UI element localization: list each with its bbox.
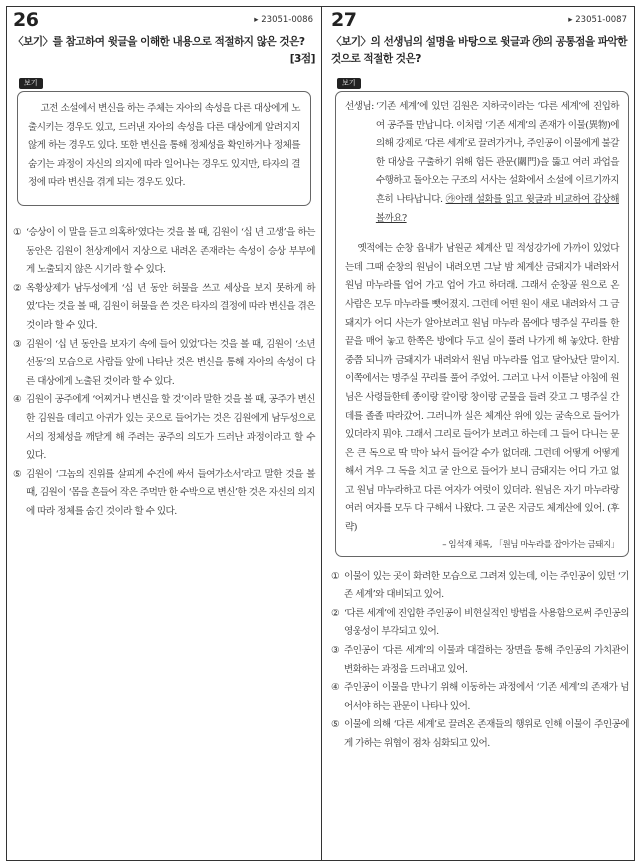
question-code: ▸ 23051-0087	[568, 15, 627, 25]
option-2[interactable]: ② 옥황상제가 남두성에게 ‘십 년 동안 허물을 쓰고 세상을 보지 못하게 하였’다는 것을 볼 때, 김원이 허물을 쓴 것은 타자의 결정에 따라 변신을 겪은 것이라 할 수 있다.	[13, 282, 315, 331]
points-label: [3점]	[289, 53, 315, 65]
teacher-text: ‘기존 세계’에 있던 김원은 지하국이라는 ‘다른 세계’에 진입하여 공주를 만납니다. 이처럼 ‘기존 세계’의 존재가 이물(異物)에 의해 강제로 ‘다른 세계’로 끌려가거나, 주인공이 이물에게 불갈한 대상을 구출하기 위해 험든 관문(關門)을 뚫고 여러 과업을 수행하고 돌아오는 구조의 서사는 설화에서 소설에 이르기까지 흔히 나타납니다.	[375, 101, 619, 205]
column-divider	[321, 7, 322, 860]
question-text: 〈보기〉를 참고하여 윗글을 이해한 내용으로 적절하지 않은 것은?	[13, 36, 305, 48]
bogi-text: 고전 소설에서 변신을 하는 주체는 자아의 속성을 다른 대상에게 노출시키는 경우도 있고, 드러낸 자아의 속성을 다른 대상에게 알려지지 않게 하는 경우도 있다. 또한 변신을 통해 정체성을 확인하거나 정체를 숨기는 과정이 자신의 의지에 따라 일어나는 경우도 있지만, 타자의 결정에 따라 변신을 겪게 되는 경우도 있다.	[28, 103, 300, 189]
options-list	[331, 568, 629, 754]
folk-tale-text: 옛적에는 순창 읍내가 남원군 체계산 밑 적성강가에 가까이 있었다는데 그때 순창의 원님이 내려오면 그날 밤 체계산 금돼지가 내려와서 원님 마누라를 업어 가고 업어 가고 하더래. 그래서 순창골 원으로 온 사람은 모두 마누라를 뺏어졌지. 그런데 어떤 원이 새로 내려와서 그 금돼지가 어디 사는가 알아보려고 원님 마누라 몸에다 명주실 꾸리를 한끝을 매어 놓고 한쪽은 방에다 두고 실이 풀려 나가게 해 놓았다. 한밤중쯤 되니까 금돼지가 내려와서 원님 마누라를 업고 달아났단 말이지. 이쪽에서는 명주실 꾸리를 풀어 주었어. 그러고 나서 이튿날 아침에 원님은 사령들한테 종이랑 칼이랑 창이랑 군물을 들려 갖고 그 명주실 간 데를 졸졸 따라갔어. 그러니까 실은 체계산 위에 있는 굴속으로 들어가 있더라지 뭐야. 그래서 그리로 들어가 보려고 하는데 그 들어 다니는 문은 큰 독으로 딱 막아 놔서 들어갈 수가 없더래. 그런데 어떻게 어떻게 해서 겨우 그 독을 치고 굴 안으로 들어가 보니 금돼지는 어디 가고 없고 원님 마누라하고 다른 여자가 여럿이 있더라. 원님은 자기 마누라랑 여러 여자를 모두 다 구해서 나왔다. 그 굴은 지금도 체계산에 있어. (후략)	[345, 243, 619, 534]
exam-page	[6, 6, 635, 861]
option-3[interactable]: ③ 김원이 ‘십 년 동안을 보자기 속에 들어 있었’다는 것을 볼 때, 김원이 ‘소년 선동’의 모습으로 사람들 앞에 나타난 것은 변신을 통해 자아의 속성이 다른 대상에게 노출된 것이라 할 수 있다.	[13, 338, 315, 387]
question-header	[331, 7, 629, 34]
question-27	[331, 7, 629, 754]
question-header	[13, 7, 315, 34]
option-3[interactable]: ③ 주인공이 ‘다른 세계’의 이물과 대결하는 장면을 통해 주인공의 가치관이 변화하는 과정을 드러내고 있어.	[331, 645, 629, 675]
question-number: 26	[13, 9, 39, 31]
option-5[interactable]: ⑤ 이물에 의해 ‘다른 세계’로 끌려온 존재들의 행위로 인해 이물이 주인공에게 가하는 위협이 점차 심화되고 있어.	[331, 719, 629, 749]
source-citation: – 임석재 채록, 「원님 마누라를 잡아가는 금돼지」	[442, 539, 619, 550]
bogi-box	[17, 91, 311, 206]
bogi-box	[335, 91, 629, 557]
option-2[interactable]: ② ‘다른 세계’에 진입한 주인공이 비현실적인 방법을 사용함으로써 주인공의 영웅성이 부각되고 있어.	[331, 607, 629, 638]
question-code: ▸ 23051-0086	[254, 15, 313, 25]
option-1[interactable]: ① ‘승상이 이 말을 듣고 의혹하’였다는 것을 볼 때, 김원이 ‘십 년 고생’을 하는 동안은 김원이 천상계에서 지상으로 내려온 존재라는 속성이 승상 부부에게 노출되지 않은 시기라 할 수 있다.	[13, 226, 315, 276]
option-5[interactable]: ⑤ 김원이 ‘그놈의 진위를 살피게 수건에 싸서 들여가소서’라고 말한 것을 볼 때, 김원이 ‘몸을 흔들어 작은 주먹만 한 수박으로 변신’한 것은 자신의 의지에 따라 정체를 숨긴 것이라 할 수 있다.	[13, 468, 315, 517]
bogi-tag: 보기	[19, 78, 43, 89]
question-26	[13, 7, 315, 521]
speaker-label: 선생님:	[345, 101, 374, 112]
teacher-dialogue	[345, 98, 619, 228]
question-text: 〈보기〉의 선생님의 설명을 바탕으로 윗글과 ㉮의 공통점을 파악한 것으로 적절한 것은?	[331, 36, 627, 65]
bogi-tag: 보기	[337, 78, 361, 89]
teacher-underline: ㉮아래 설화를 읽고 윗글과 비교하여 감상해 볼까요?	[375, 193, 619, 224]
option-4[interactable]: ④ 김원이 공주에게 ‘어찌거나 변신을 할 것’이라 말한 것을 볼 때, 공주가 변신한 김원을 데리고 아귀가 있는 곳으로 들어가는 것은 김원에게 남두성으로서의 정체성을 깨닫게 해 주려는 공주의 의도가 드러난 과정이라고 할 수 있다.	[13, 394, 315, 462]
options-list	[13, 224, 315, 522]
option-1[interactable]: ① 이물이 있는 곳이 화려한 모습으로 그려져 있는데, 이는 주인공이 있던 ‘기존 세계’와 대비되고 있어.	[331, 570, 629, 601]
question-number: 27	[331, 9, 357, 31]
option-4[interactable]: ④ 주인공이 이물을 만나기 위해 이동하는 과정에서 ‘기존 세계’의 존재가 넘어서야 하는 관문이 나타나 있어.	[331, 682, 629, 712]
